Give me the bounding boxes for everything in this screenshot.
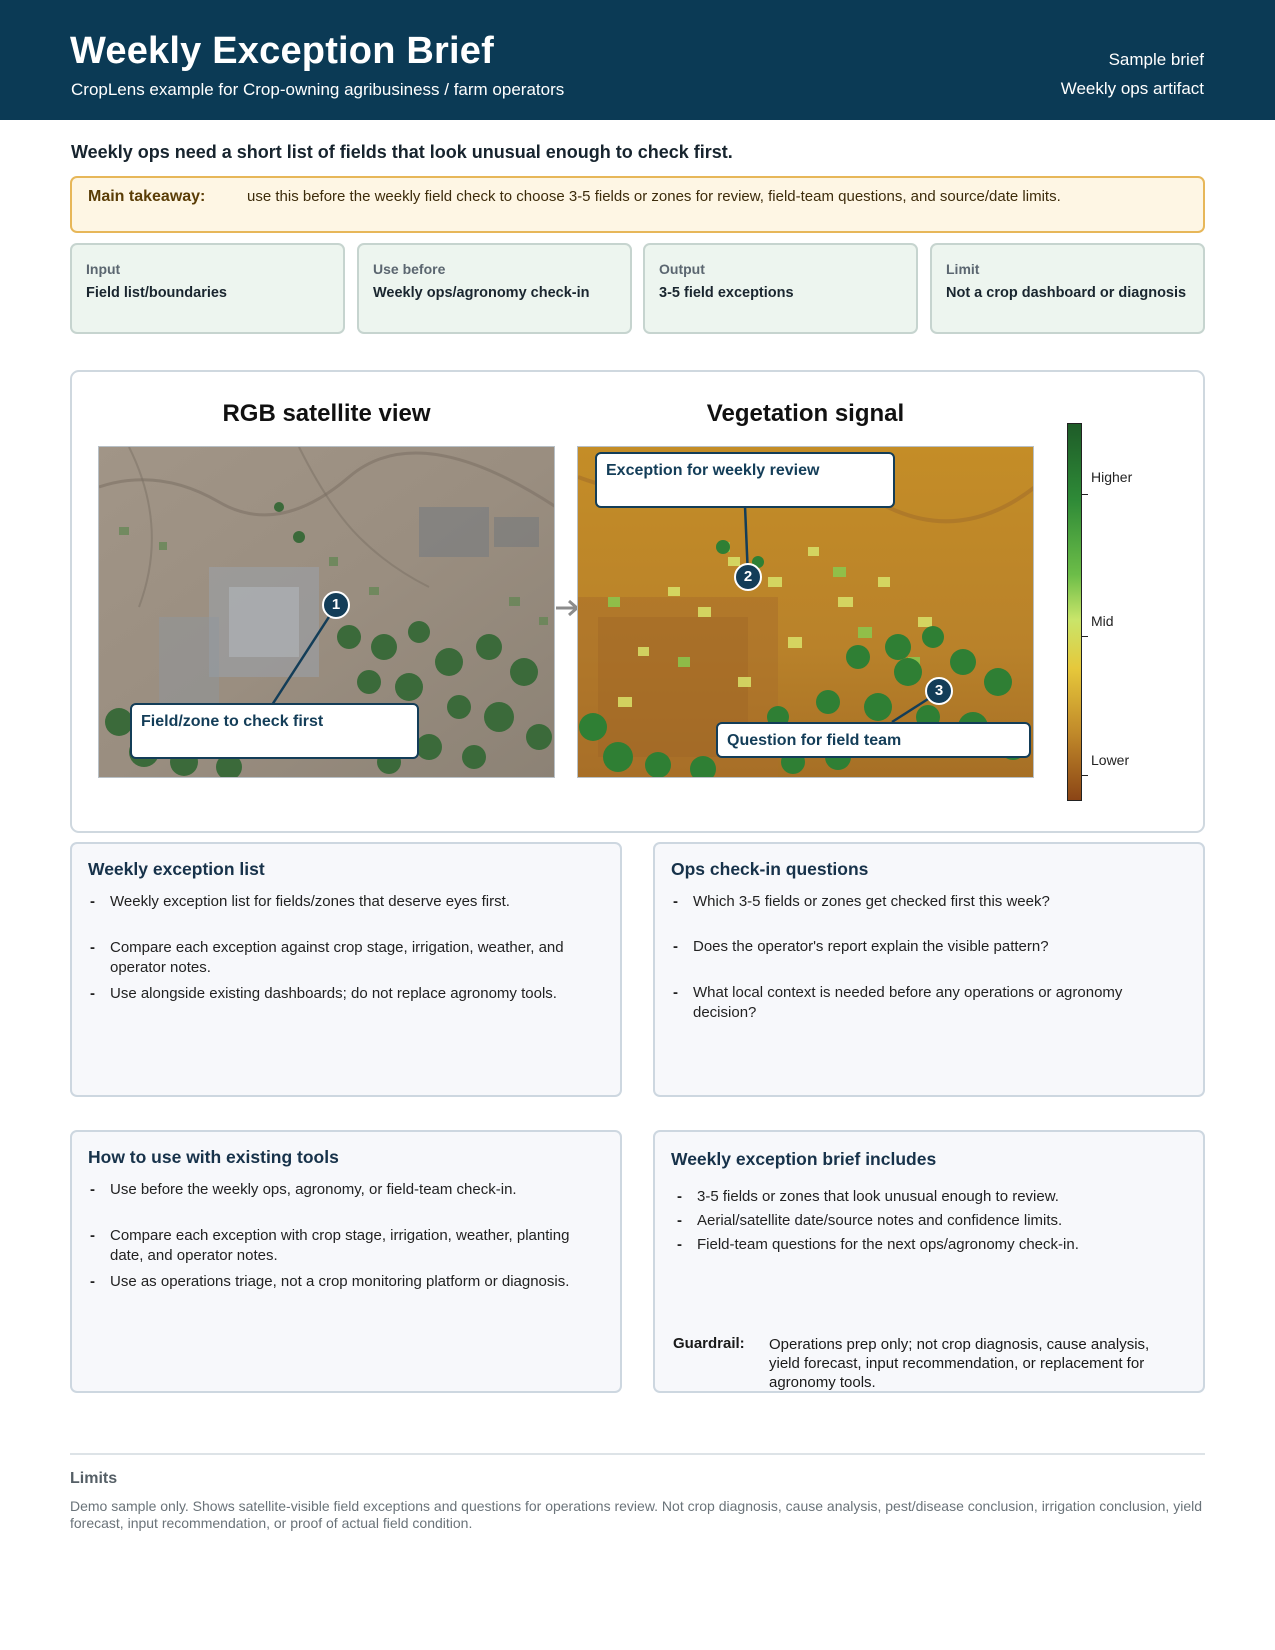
callout-field-zone: Field/zone to check first bbox=[130, 703, 419, 759]
kpi-label: Use before bbox=[373, 261, 446, 277]
list-item: - Use as operations triage, not a crop monitoring platform or diagnosis. bbox=[88, 1272, 588, 1292]
list-item: - Does the operator's report explain the visible pattern? bbox=[671, 937, 1171, 957]
kpi-value: Field list/boundaries bbox=[86, 285, 227, 301]
colorbar-label-mid: Mid bbox=[1091, 613, 1114, 629]
limits-text: Demo sample only. Shows satellite-visible field exceptions and questions for operations review. Not crop diagnosis, cause analysis, pest/disease conclusion, irrigation conclusion, yield forecast, input recommendation, or proof of actual field condition. bbox=[70, 1498, 1202, 1531]
kpi-label: Output bbox=[659, 261, 705, 277]
panel-title: Weekly exception brief includes bbox=[671, 1149, 937, 1169]
kpi-value: 3-5 field exceptions bbox=[659, 285, 794, 301]
callout-exception-review: Exception for weekly review bbox=[595, 452, 895, 508]
page-subtitle: CropLens example for Crop-owning agribusiness / farm operators bbox=[71, 80, 565, 99]
marker-2: 2 bbox=[734, 563, 762, 591]
kpi-value: Not a crop dashboard or diagnosis bbox=[946, 285, 1187, 301]
list-item: - Use alongside existing dashboards; do not replace agronomy tools. bbox=[88, 984, 588, 1004]
header-tag-artifact: Weekly ops artifact bbox=[1060, 79, 1204, 98]
callout-field-team-question: Question for field team bbox=[716, 722, 1031, 758]
list-item: - Which 3-5 fields or zones get checked first this week? bbox=[671, 892, 1171, 912]
panel-how-to-use bbox=[70, 1130, 622, 1393]
colorbar-label-high: Higher bbox=[1091, 469, 1133, 485]
panel-ops-questions bbox=[653, 842, 1205, 1097]
list-item: - Use before the weekly ops, agronomy, or field-team check-in. bbox=[88, 1180, 588, 1200]
takeaway-label: Main takeaway: bbox=[88, 188, 206, 205]
guardrail-label: Guardrail: bbox=[673, 1335, 745, 1352]
marker-1: 1 bbox=[322, 591, 350, 619]
kpi-label: Limit bbox=[946, 261, 980, 277]
vegetation-colorbar bbox=[1067, 423, 1082, 801]
rgb-view-title: RGB satellite view bbox=[222, 400, 431, 427]
header-tag-sample: Sample brief bbox=[1108, 50, 1204, 69]
marker-3: 3 bbox=[925, 677, 953, 705]
footer-divider bbox=[70, 1453, 1205, 1455]
limits-title: Limits bbox=[70, 1470, 118, 1487]
guardrail-text: Operations prep only; not crop diagnosis, cause analysis, yield forecast, input recommendation, or replacement for agronomy tools. bbox=[769, 1336, 1150, 1391]
page-title: Weekly Exception Brief bbox=[70, 30, 494, 72]
list-item: - Aerial/satellite date/source notes and confidence limits. bbox=[675, 1211, 1175, 1231]
kpi-label: Input bbox=[86, 261, 121, 277]
panel-exception-list bbox=[70, 842, 622, 1097]
colorbar-label-low: Lower bbox=[1091, 752, 1130, 768]
colorbar-tick-mid bbox=[1082, 636, 1088, 637]
list-item: - Field-team questions for the next ops/agronomy check-in. bbox=[675, 1235, 1175, 1255]
kpi-value: Weekly ops/agronomy check-in bbox=[373, 285, 590, 301]
takeaway-text: use this before the weekly field check to choose 3-5 fields or zones for review, field-team questions, and source/date limits. bbox=[247, 188, 1061, 205]
panel-title: Weekly exception list bbox=[88, 859, 265, 879]
panel-brief-includes bbox=[653, 1130, 1205, 1393]
leader-line-1 bbox=[272, 606, 336, 705]
list-item: - Compare each exception against crop stage, irrigation, weather, and operator notes. bbox=[88, 938, 588, 978]
panel-title: Ops check-in questions bbox=[671, 859, 869, 879]
panel-title: How to use with existing tools bbox=[88, 1147, 339, 1167]
list-item: - What local context is needed before any operations or agronomy decision? bbox=[671, 983, 1171, 1023]
vegetation-view-title: Vegetation signal bbox=[706, 400, 905, 427]
headline: Weekly ops need a short list of fields that look unusual enough to check first. bbox=[71, 142, 733, 162]
colorbar-tick-high bbox=[1082, 494, 1088, 495]
list-item: - Compare each exception with crop stage, irrigation, weather, planting date, and operator notes. bbox=[88, 1226, 588, 1266]
colorbar-tick-low bbox=[1082, 775, 1088, 776]
list-item: - Weekly exception list for fields/zones that deserve eyes first. bbox=[88, 892, 588, 912]
list-item: - 3-5 fields or zones that look unusual enough to review. bbox=[675, 1187, 1175, 1207]
